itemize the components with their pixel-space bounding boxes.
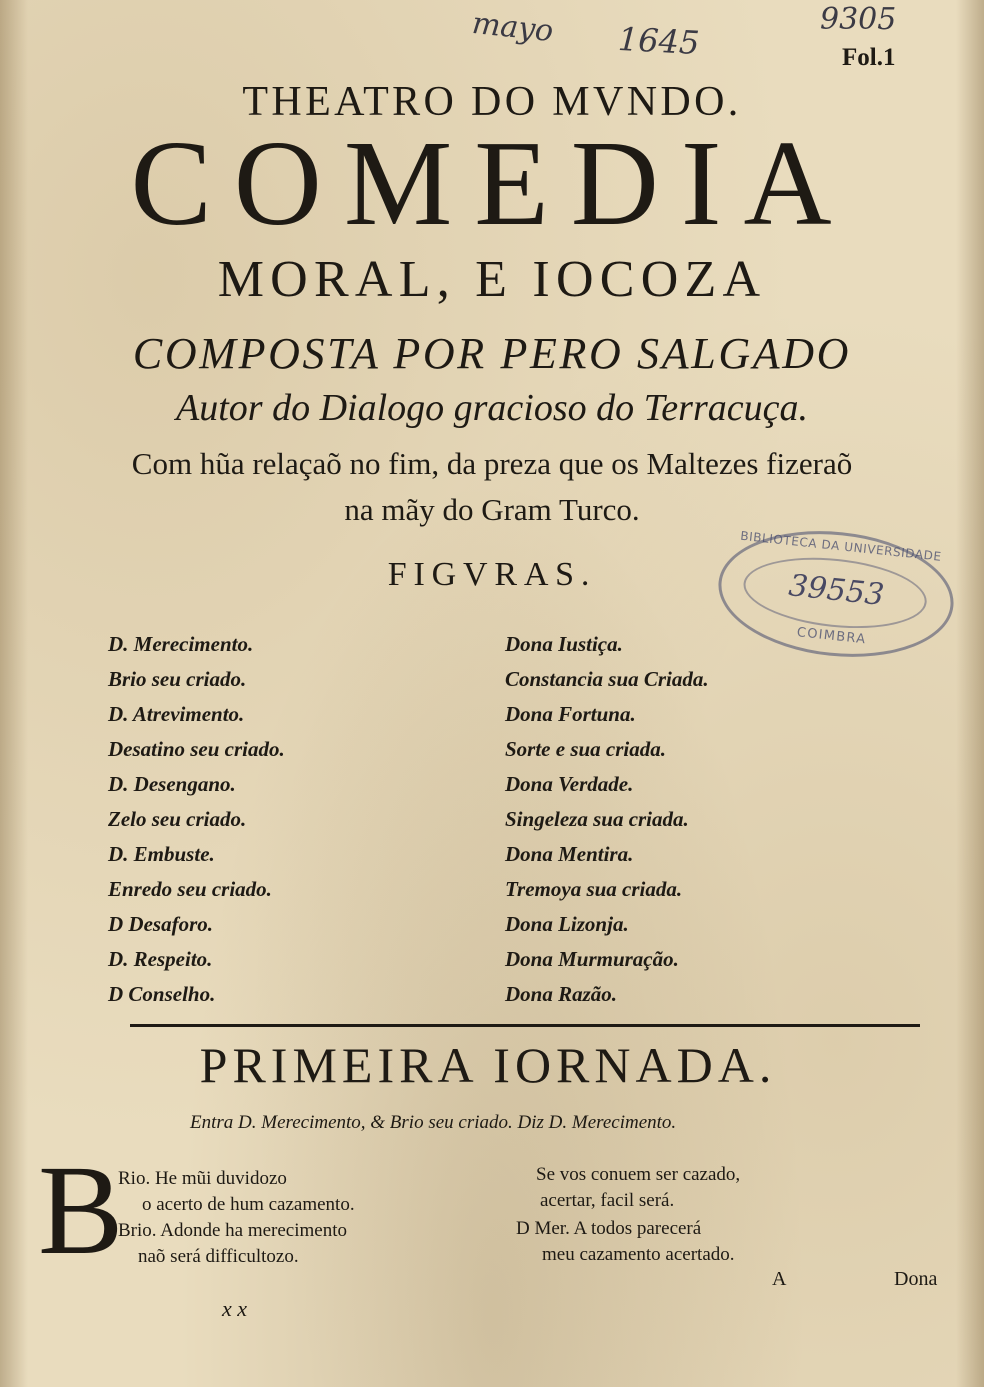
figure-right-5: Dona Verdade.	[505, 772, 634, 796]
figure-right-6: Singeleza sua criada.	[505, 807, 689, 831]
left-verse-2: o acerto de hum cazamento.	[142, 1194, 355, 1215]
right-verse-2: acertar, facil será.	[540, 1190, 675, 1211]
handwritten-shelf-number: 9305	[820, 2, 897, 37]
library-stamp	[712, 520, 960, 668]
figure-left-2: Brio seu criado.	[108, 667, 247, 691]
figures-heading: FIGVRAS.	[387, 556, 597, 593]
figure-right-10: Dona Murmuração.	[505, 947, 679, 971]
author-work-line: Autor do Dialogo gracioso do Terracuça.	[176, 387, 808, 429]
figure-right-3: Dona Fortuna.	[505, 702, 636, 726]
figure-right-1: Dona Iustiça.	[505, 632, 623, 656]
folio-number: Fol.1	[842, 44, 896, 71]
handwritten-month: mayo	[470, 5, 555, 50]
stage-direction: Entra D. Merecimento, & Brio seu criado. Diz D. Merecimento.	[190, 1112, 677, 1133]
right-verse-1: Se vos conuem ser cazado,	[536, 1164, 741, 1185]
relation-line-2: na mãy do Gram Turco.	[344, 492, 640, 527]
section-rule	[130, 1024, 920, 1027]
stamp-top-text: BIBLIOTECA DA UNIVERSIDADE	[739, 528, 943, 564]
relation-line-1: Com hũa relaçaõ no fim, da preza que os Maltezes fizeraõ	[131, 446, 853, 481]
right-verse-3: D Mer. A todos parecerá	[516, 1218, 702, 1239]
drop-cap: B	[38, 1139, 124, 1281]
figure-right-11: Dona Razão.	[505, 982, 618, 1006]
figure-left-4: Desatino seu criado.	[108, 737, 285, 761]
left-verse-1: Rio. He mũi duvidozo	[118, 1168, 287, 1189]
subtitle-moral: MORAL, E IOCOZA	[217, 251, 767, 308]
handwritten-year: 1645	[617, 19, 701, 63]
figure-left-5: D. Desengano.	[108, 772, 236, 796]
figure-right-9: Dona Lizonja.	[505, 912, 629, 936]
right-verse-4: meu cazamento acertado.	[542, 1244, 735, 1265]
catchword-left: A	[772, 1268, 787, 1290]
left-verse-3: Brio. Adonde ha merecimento	[118, 1220, 347, 1241]
figure-left-8: Enredo seu criado.	[108, 877, 272, 901]
figure-right-4: Sorte e sua criada.	[505, 737, 667, 761]
stamp-bottom-text: COIMBRA	[796, 625, 868, 648]
act-title: PRIMEIRA IORNADA.	[199, 1037, 777, 1093]
signature-mark: x x	[222, 1296, 248, 1321]
figure-left-3: D. Atrevimento.	[108, 702, 245, 726]
figure-right-7: Dona Mentira.	[505, 842, 634, 866]
figure-left-9: D Desaforo.	[108, 912, 213, 936]
figure-left-10: D. Respeito.	[108, 947, 213, 971]
left-verse-4: naõ será difficultozo.	[138, 1246, 299, 1267]
title-comedia: COMEDIA	[130, 116, 854, 251]
catchword-right: Dona	[894, 1268, 938, 1290]
heading-theatro: THEATRO DO MVNDO.	[242, 79, 742, 125]
author-line: COMPOSTA POR PERO SALGADO	[132, 329, 852, 378]
figure-right-2: Constancia sua Criada.	[505, 667, 709, 691]
figure-left-1: D. Merecimento.	[108, 632, 254, 656]
figure-left-7: D. Embuste.	[108, 842, 215, 866]
figure-right-8: Tremoya sua criada.	[505, 877, 683, 901]
figure-left-6: Zelo seu criado.	[108, 807, 247, 831]
stamp-number: 39553	[787, 568, 886, 613]
figure-left-11: D Conselho.	[108, 982, 216, 1006]
